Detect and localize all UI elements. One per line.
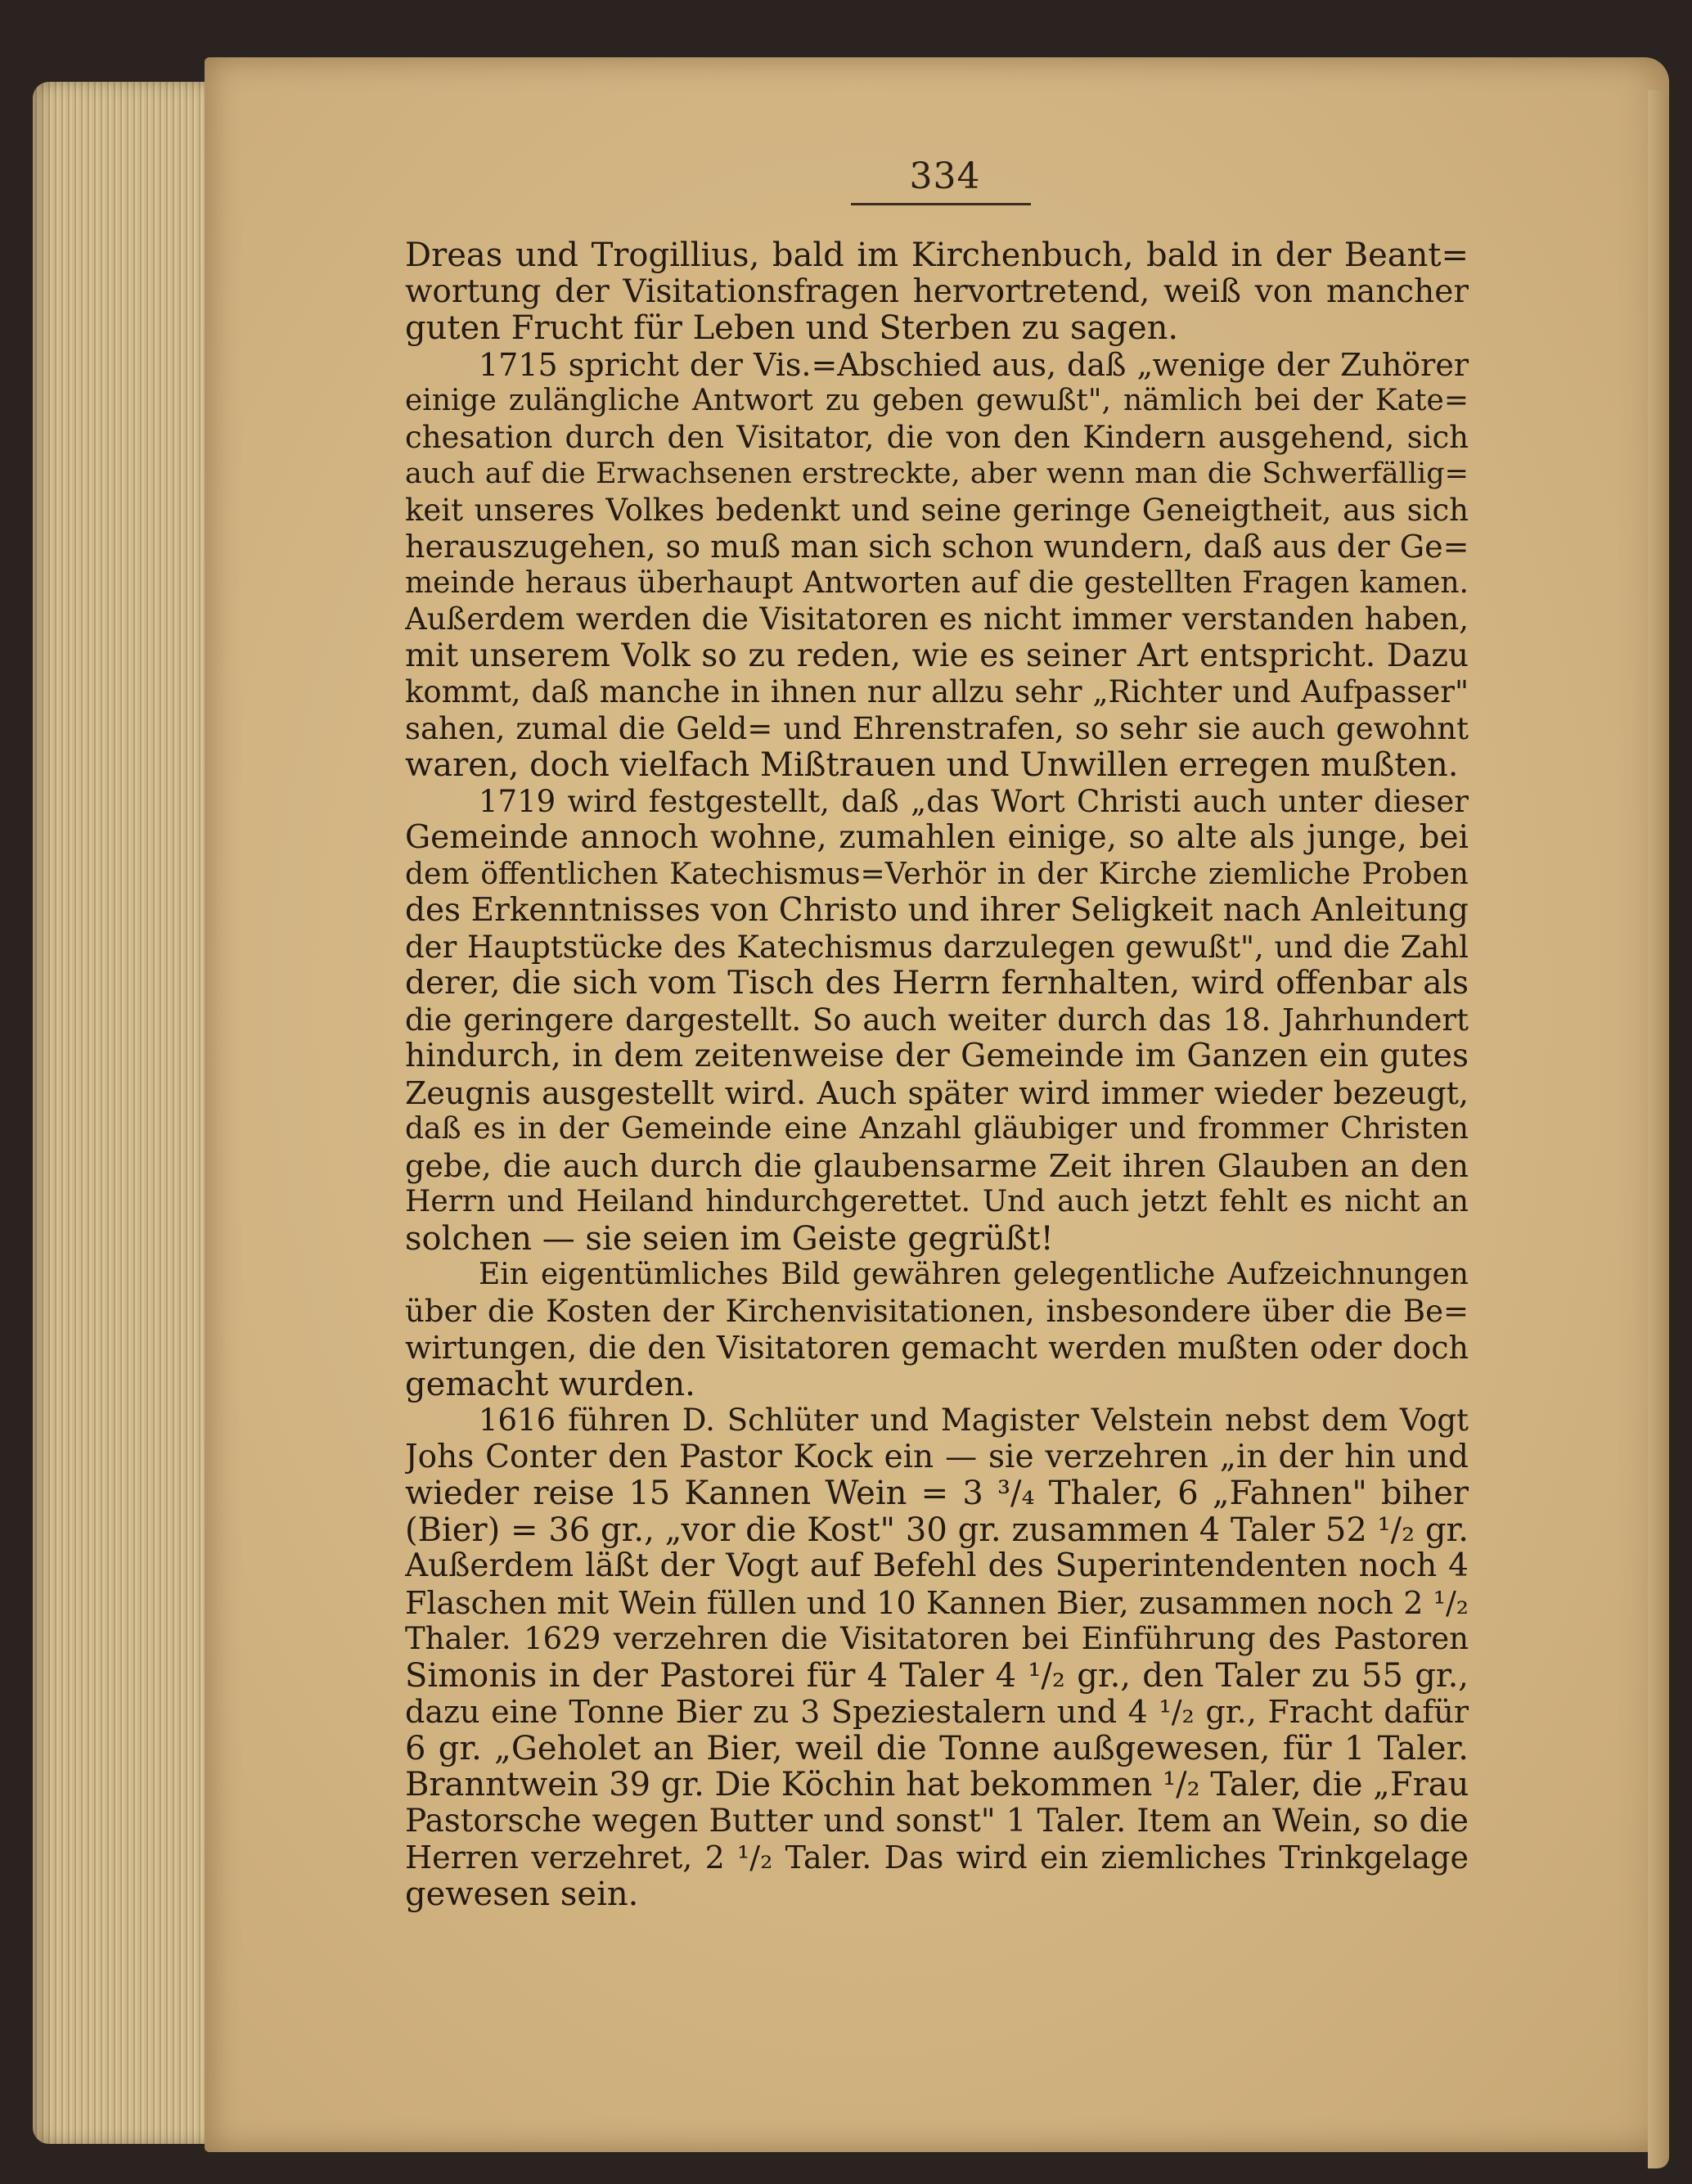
text-line: Thaler. 1629 verzehren die Visitatoren bei Einführung des Pastoren [405, 1621, 1469, 1656]
text-line: gemacht wurden. [405, 1366, 695, 1403]
text-line: Außerdem läßt der Vogt auf Befehl des Superintendenten noch 4 [405, 1548, 1469, 1584]
text-line: dazu eine Tonne Bier zu 3 Speziestalern und 4 ¹/₂ gr., Fracht dafür [405, 1694, 1469, 1730]
text-line: Zeugnis ausgestellt wird. Auch später wird immer wieder bezeugt, [405, 1074, 1469, 1111]
text-line: chesation durch den Visitator, die von den Kindern ausgehend, sich [405, 419, 1469, 455]
text-line: Außerdem werden die Visitatoren es nicht immer verstanden haben, [405, 601, 1469, 637]
page-number-rule [851, 203, 1031, 205]
text-line: 1715 spricht der Vis.=Abschied aus, daß „wenige der Zuhörer [479, 346, 1469, 383]
text-line: mit unserem Volk so zu reden, wie es seiner Art entspricht. Dazu [405, 637, 1469, 674]
text-line: Ein eigentümliches Bild gewähren gelegentliche Aufzeichnungen [479, 1258, 1469, 1291]
text-line: Flaschen mit Wein füllen und 10 Kannen Bier, zusammen noch 2 ¹/₂ [405, 1584, 1469, 1621]
text-line: daß es in der Gemeinde eine Anzahl gläubiger und frommer Christen [405, 1112, 1469, 1146]
text-line: des Erkenntnisses von Christo und ihrer Seligkeit nach Anleitung [405, 893, 1469, 929]
text-line: 1719 wird festgestellt, daß „das Wort Christi auch unter dieser [479, 783, 1469, 819]
text-line: wirtungen, die den Visitatoren gemacht werden mußten oder doch [405, 1330, 1469, 1366]
text-line: auch auf die Erwachsenen erstreckte, aber wenn man die Schwerfällig= [405, 457, 1469, 490]
text-line: hindurch, in dem zeitenweise der Gemeinde im Ganzen ein gutes [405, 1038, 1469, 1074]
text-line: meinde heraus überhaupt Antworten auf die gestellten Fragen kamen. [405, 565, 1469, 600]
body-text [405, 237, 1469, 1912]
text-line: wieder reise 15 Kannen Wein = 3 ³/₄ Thaler, 6 „Fahnen" biher [405, 1475, 1469, 1512]
text-line: Branntwein 39 gr. Die Köchin hat bekommen ¹/₂ Taler, die „Frau [405, 1767, 1469, 1803]
text-line: 6 gr. „Geholet an Bier, weil die Tonne außgewesen, für 1 Taler. [405, 1730, 1469, 1767]
text-line: dem öffentlichen Katechismus=Verhör in der Kirche ziemliche Proben [405, 857, 1469, 891]
text-line: derer, die sich vom Tisch des Herrn fernhalten, wird offenbar als [405, 966, 1469, 1002]
text-line: kommt, daß manche in ihnen nur allzu sehr „Richter und Aufpasser" [405, 674, 1469, 709]
page-number: 334 [909, 155, 981, 197]
text-line: die geringere dargestellt. So auch weiter durch das 18. Jahrhundert [405, 1002, 1469, 1038]
text-line: (Bier) = 36 gr., „vor die Kost" 30 gr. zusammen 4 Taler 52 ¹/₂ gr. [405, 1511, 1469, 1548]
text-line: keit unseres Volkes bedenkt und seine geringe Geneigtheit, aus sich [405, 492, 1469, 528]
text-line: der Hauptstücke des Katechismus darzulegen gewußt", und die Zahl [405, 929, 1469, 965]
text-line: sahen, zumal die Geld= und Ehrenstrafen, so sehr sie auch gewohnt [405, 710, 1469, 746]
text-line: guten Frucht für Leben und Sterben zu sagen. [405, 310, 1179, 347]
text-line: Gemeinde annoch wohne, zumahlen einige, so alte als junge, bei [405, 820, 1469, 856]
text-line: Dreas und Trogillius, bald im Kirchenbuch, bald in der Beant= [405, 237, 1469, 274]
text-line: über die Kosten der Kirchenvisitationen, insbesondere über die Be= [405, 1293, 1469, 1329]
text-line: gewesen sein. [405, 1876, 639, 1912]
text-line: 1616 führen D. Schlüter und Magister Velstein nebst dem Vogt [479, 1403, 1469, 1438]
text-line: waren, doch vielfach Mißtrauen und Unwillen erregen mußten. [405, 747, 1459, 784]
text-line: herauszugehen, so muß man sich schon wundern, daß aus der Ge= [405, 529, 1469, 565]
text-line: Simonis in der Pastorei für 4 Taler 4 ¹/₂ gr., den Taler zu 55 gr., [405, 1657, 1469, 1694]
text-line: gebe, die auch durch die glaubensarme Zeit ihren Glauben an den [405, 1147, 1469, 1184]
text-line: wortung der Visitationsfragen hervortretend, weiß von mancher [405, 273, 1469, 310]
text-line: einige zulängliche Antwort zu geben gewußt", nämlich bei der Kate= [405, 384, 1469, 417]
text-line: Herrn und Heiland hindurchgerettet. Und auch jetzt fehlt es nicht an [405, 1185, 1469, 1218]
book-page-edges [33, 82, 213, 2144]
text-line: Pastorsche wegen Butter und sonst" 1 Taler. Item an Wein, so die [405, 1803, 1469, 1840]
text-line: Johs Conter den Pastor Kock ein — sie verzehren „in der hin und [405, 1439, 1469, 1475]
text-line: Herren verzehret, 2 ¹/₂ Taler. Das wird ein ziemliches Trinkgelage [405, 1840, 1469, 1876]
text-line: solchen — sie seien im Geiste gegrüßt! [405, 1220, 1054, 1257]
right-page-edge [1648, 90, 1669, 2168]
